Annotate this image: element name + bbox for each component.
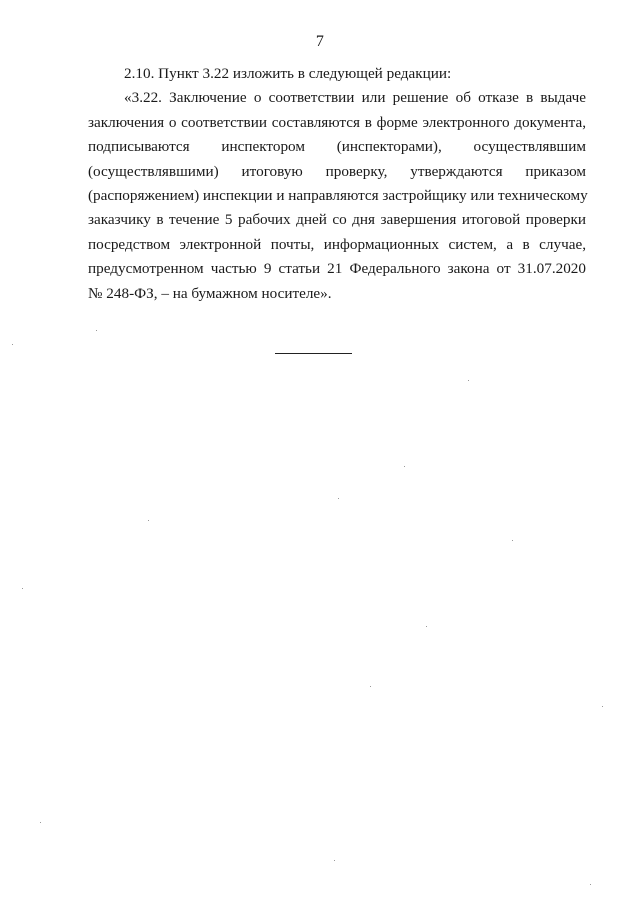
- scan-speck: [22, 588, 23, 589]
- scan-speck: [370, 686, 371, 687]
- end-separator-line: [275, 353, 352, 354]
- scan-speck: [96, 330, 97, 331]
- scan-speck: [602, 706, 603, 707]
- scan-speck: [40, 822, 41, 823]
- scan-speck: [512, 540, 513, 541]
- scan-speck: [148, 520, 149, 521]
- paragraph-line: предусмотренном частью 9 статьи 21 Федерального закона от 31.07.2020: [88, 260, 586, 278]
- paragraph-line: заказчику в течение 5 рабочих дней со дня завершения итоговой проверки: [88, 211, 586, 229]
- paragraph-line: (осуществлявшими) итоговую проверку, утверждаются приказом: [88, 162, 586, 180]
- scan-speck: [12, 344, 13, 345]
- scan-speck: [426, 626, 427, 627]
- paragraph-line: заключения о соответствии составляются в форме электронного документа,: [88, 113, 586, 131]
- document-body: [88, 62, 586, 306]
- paragraph-line: (распоряжением) инспекции и направляются застройщику или техническому: [88, 187, 588, 205]
- amendment-heading: 2.10. Пункт 3.22 изложить в следующей редакции:: [124, 65, 452, 82]
- scan-speck: [590, 884, 591, 885]
- page-number: 7: [315, 33, 325, 50]
- paragraph-line: подписываются инспектором (инспекторами), осуществлявшим: [88, 138, 586, 156]
- scan-speck: [468, 380, 469, 381]
- scan-speck: [404, 466, 405, 467]
- scan-speck: [334, 860, 335, 861]
- amendment-paragraph: [88, 86, 586, 306]
- paragraph-line: № 248-ФЗ, – на бумажном носителе».: [88, 284, 332, 302]
- paragraph-line: «3.22. Заключение о соответствии или решение об отказе в выдаче: [124, 89, 586, 107]
- scan-speck: [338, 498, 339, 499]
- paragraph-line: посредством электронной почты, информационных систем, а в случае,: [88, 235, 586, 253]
